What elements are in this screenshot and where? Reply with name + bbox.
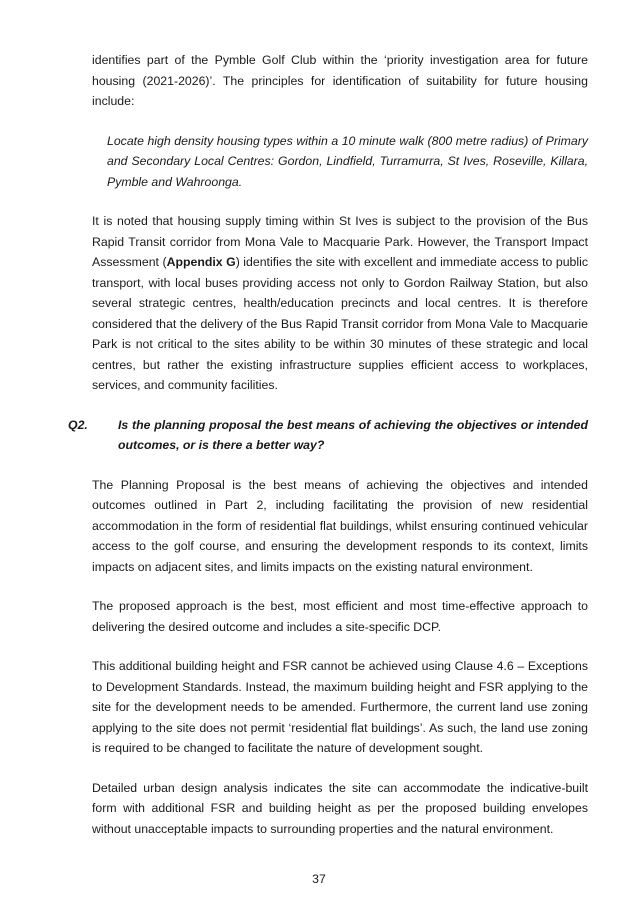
answer-paragraph-2: The proposed approach is the best, most efficient and most time-effective approach to delivering the desired outcome and includes a site-specific DCP. [92, 599, 588, 634]
transit-paragraph [92, 211, 588, 396]
transit-text-start: It is noted that housing supply timing within St Ives is subject to the provision of the Bus Rapid Transit corridor from Mona Vale to Macquarie Park. However, the Transport Impact Assessment ( [92, 214, 588, 269]
policy-quote: Locate high density housing types within a 10 minute walk (800 metre radius) of Primary and Secondary Local Centres: Gordon, Lindfield, Turramurra, St Ives, Roseville, Killara, Pymble and Wahroonga. [107, 133, 588, 189]
question-text: Is the planning proposal the best means of achieving the objectives or intended outcomes, or is there a better way? [118, 417, 588, 452]
appendix-reference: Appendix G [166, 255, 236, 269]
transit-text-end: ) identifies the site with excellent and immediate access to public transport, with local buses providing access not only to Gordon Railway Station, but also several strategic centres, health/education precincts and local centres. It is therefore considered that the delivery of the Bus Rapid Transit corridor from Mona Vale to Macquarie Park is not critical to the sites ability to be within 30 minutes of these strategic and local centres, but rather the existing infrastructure supplies efficient access to workplaces, services, and community facilities. [92, 255, 588, 392]
answer-paragraph-4: Detailed urban design analysis indicates the site can accommodate the indicative-built form with additional FSR and building height as per the proposed building envelopes without unacceptable impacts to surrounding properties and the natural environment. [92, 780, 588, 836]
question-heading [68, 415, 588, 456]
answer-paragraph-1: The Planning Proposal is the best means of achieving the objectives and intended outcomes outlined in Part 2, including facilitating the provision of new residential accommodation in the form of residential flat buildings, whilst ensuring continued vehicular access to the golf course, and ensuring the development responds to its context, limits impacts on adjacent sites, and limits impacts on the existing natural environment. [92, 477, 588, 574]
intro-paragraph: identifies part of the Pymble Golf Club within the ‘priority investigation area for future housing (2021-2026)’. The principles for identification of suitability for future housing include: [92, 53, 588, 108]
answer-paragraph-3: This additional building height and FSR cannot be achieved using Clause 4.6 – Exceptions to Development Standards. Instead, the maximum building height and FSR applying to the site for the development needs to be amended. Furthermore, the current land use zoning applying to the site does not permit ‘residential flat buildings’. As such, the land use zoning is required to be changed to facilitate the nature of development sought. [92, 659, 588, 755]
document-page [68, 50, 588, 839]
page-number: 37 [312, 872, 326, 886]
question-number: Q2. [68, 417, 88, 432]
